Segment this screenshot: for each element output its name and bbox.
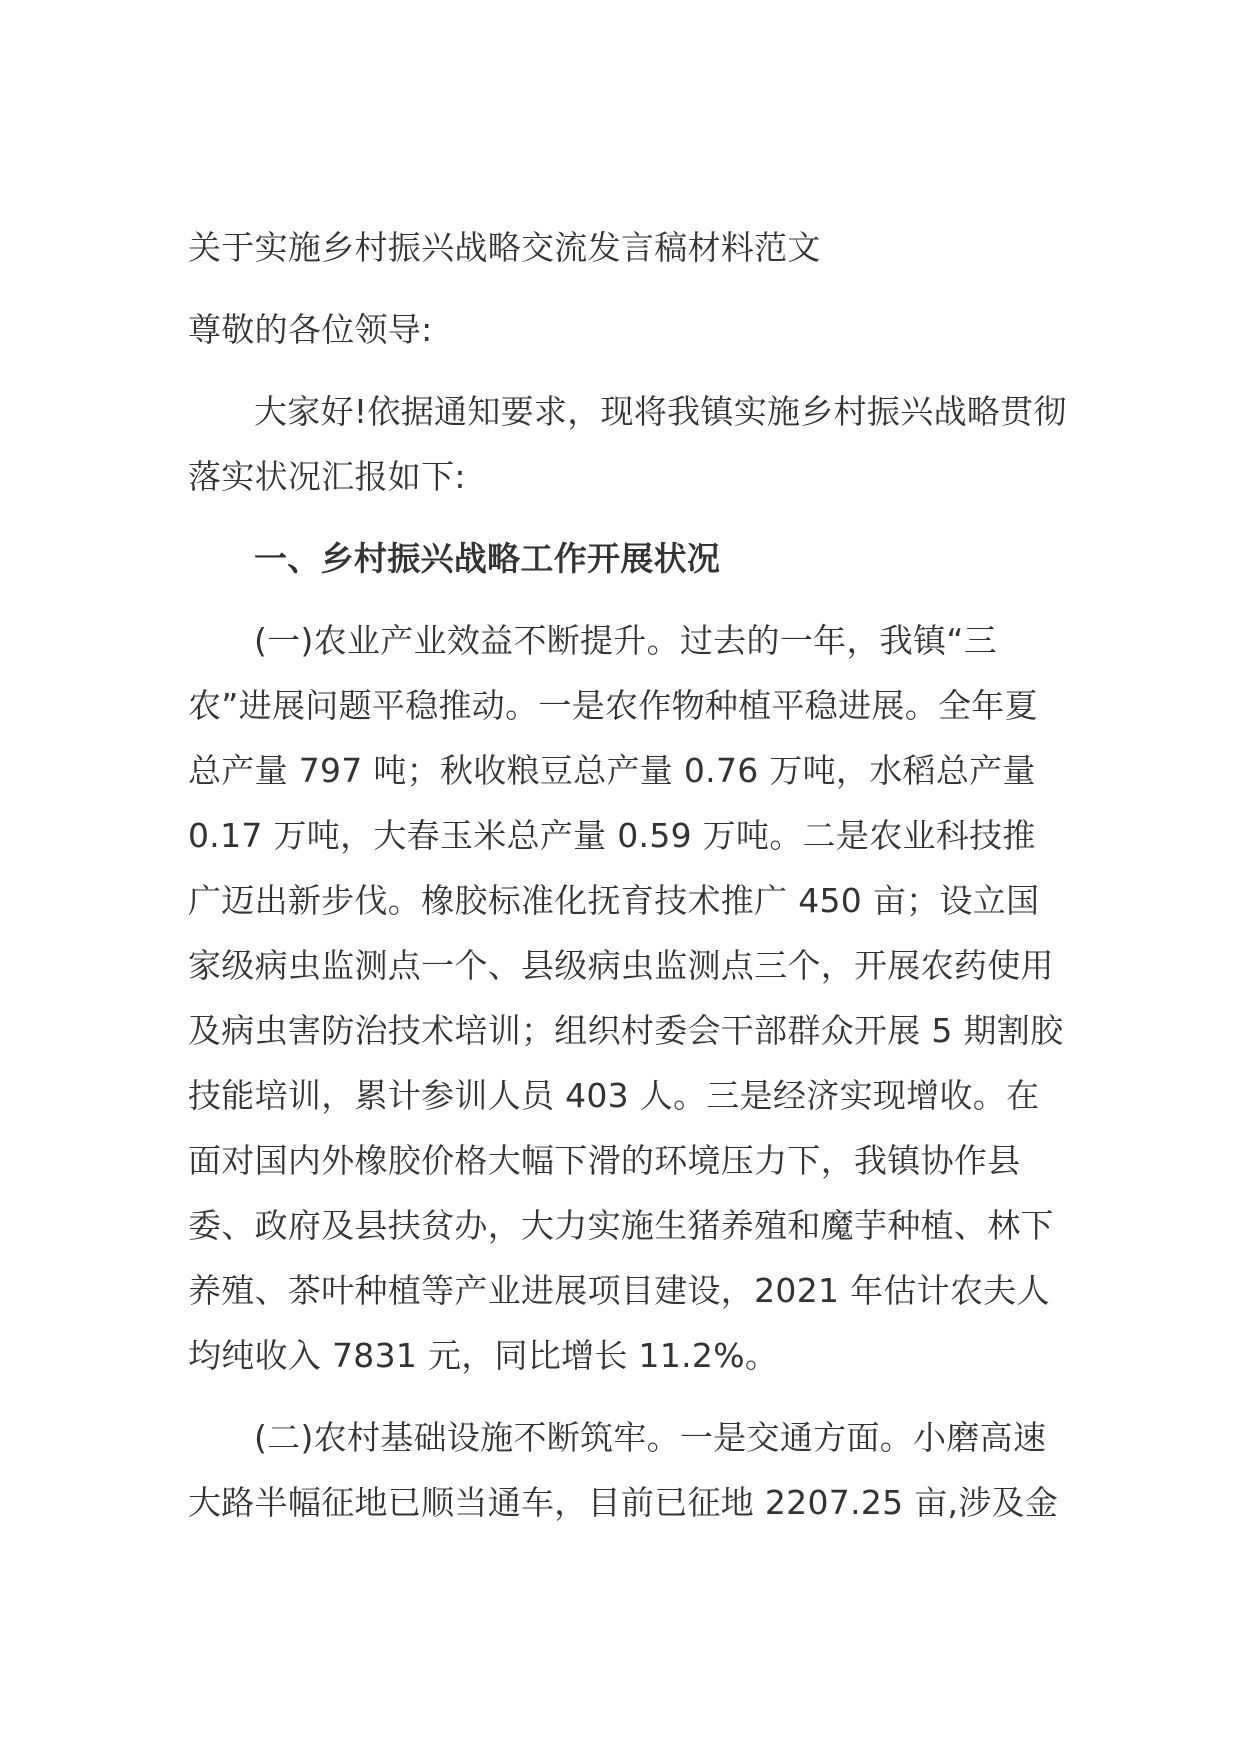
- document-title: 关于实施乡村振兴战略交流发言稿材料范文: [188, 228, 821, 267]
- intro-paragraph: 大家好!依据通知要求，现将我镇实施乡村振兴战略贯彻落实状况汇报如下:: [188, 392, 1067, 496]
- document-body: [188, 215, 1068, 1535]
- salutation: 尊敬的各位领导:: [188, 310, 433, 349]
- section-heading: 一、乡村振兴战略工作开展状况: [254, 539, 721, 578]
- body-paragraph-2: (二)农村基础设施不断筑牢。一是交通方面。小磨高速大路半幅征地已顺当通车，目前已征地 2207.25 亩,涉及金: [188, 1418, 1059, 1522]
- body-paragraph-1: (一)农业产业效益不断提升。过去的一年，我镇“三农”进展问题平稳推动。一是农作物种植平稳进展。全年夏总产量 797 吨；秋收粮豆总产量 0.76 万吨，水稻总产量 0.17 万吨，大春玉米总产量 0.59 万吨。二是农业科技推广迈出新步伐。橡胶标准化抚育技术推广 450 亩；设立国家级病虫监测点一个、县级病虫监测点三个，开展农药使用及病虫害防治技术培训；组织村委会干部群众开展 5 期割胶技能培训，累计参训人员 403 人。三是经济实现增收。在面对国内外橡胶价格大幅下滑的环境压力下，我镇协作县委、政府及县扶贫办，大力实施生猪养殖和魔芋种植、林下养殖、茶叶种植等产业进展项目建设，2021 年估计农夫人均纯收入 7831 元，同比增长 11.2%。: [188, 621, 1064, 1375]
